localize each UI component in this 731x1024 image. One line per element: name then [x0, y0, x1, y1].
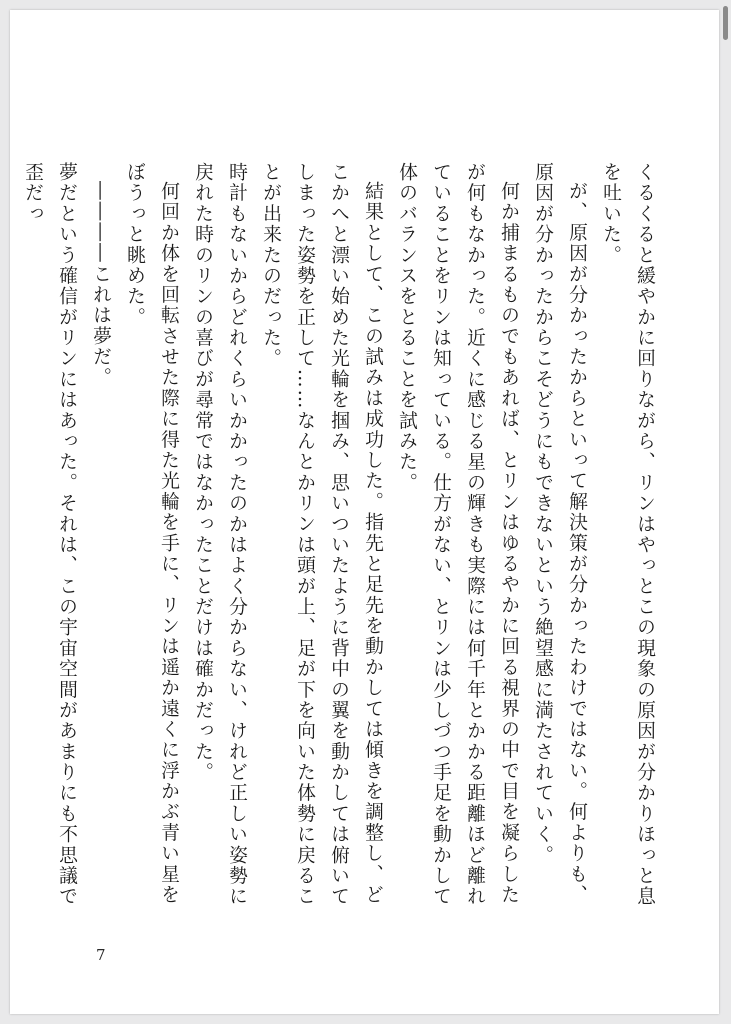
- book-page: [10, 10, 719, 1014]
- paragraph: が、原因が分かったからといって解決策が分かったわけではない。何よりも、原因が分かったからこそどうにもできないという絶望感に満たされていく。: [532, 162, 587, 905]
- page-number: 7: [96, 946, 106, 964]
- paragraph: くるくると緩やかに回りながら、リンはやっとこの現象の原因が分かりほっと息を吐いた。: [600, 162, 655, 907]
- page-text: [15, 162, 661, 922]
- paragraph: 夢だという確信がリンにはあった。それは、この宇宙空間があまりにも不思議で歪だっ: [22, 162, 77, 907]
- paragraph: 結果として、この試みは成功した。指先と足先を動かしては傾きを調整し、どこかへと漂い始めた光輪を掴み、思いついたように背中の翼を動かしては俯いてしまった姿勢を正して……なんとかリンは頭が上、足が下を向いた体勢に戻ることが出来たのだった。: [260, 162, 383, 907]
- paragraph: 何回か体を回転させた際に得た光輪を手に、リンは遥か遠くに浮かぶ青い星をぼうっと眺めた。: [124, 162, 179, 905]
- scrollbar-thumb[interactable]: [723, 6, 728, 40]
- paragraph: 時計もないからどれくらいかかったのかはよく分からない、けれど正しい姿勢に戻れた時のリンの喜びが尋常ではなかったことだけは確かだった。: [192, 162, 247, 907]
- paragraph: ――――これは夢だ。: [90, 180, 111, 388]
- scrollbar[interactable]: [721, 0, 731, 1024]
- paragraph: 何か捕まるものでもあれば、とリンはゆるやかに回る視界の中で目を凝らしたが何もなかった。近くに感じる星の輝きも実際には何千年とかかる距離ほど離れていることをリンは知っている。仕方がない、とリンは少しづつ手足を動かして体のバランスをとることを試みた。: [396, 162, 519, 907]
